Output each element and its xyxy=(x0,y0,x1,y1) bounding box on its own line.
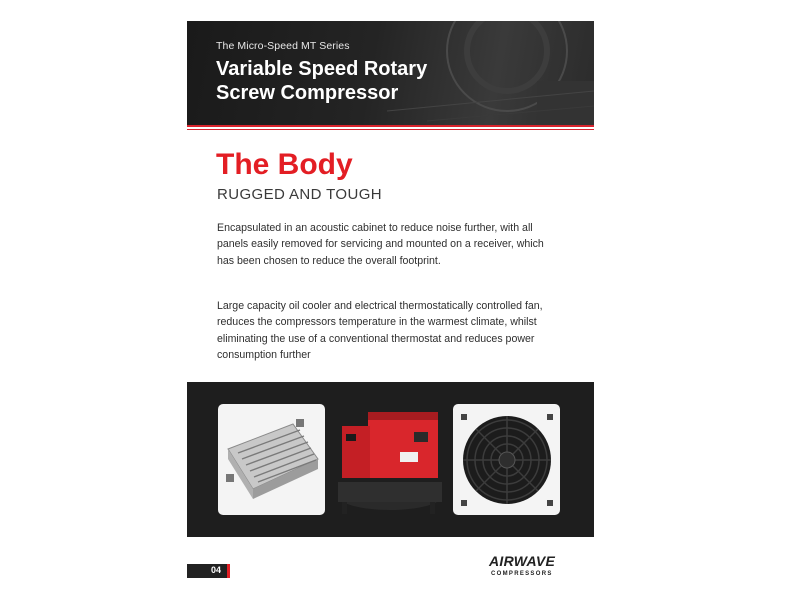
section-heading: The Body xyxy=(216,148,353,181)
series-label: The Micro-Speed MT Series xyxy=(216,40,350,52)
oil-cooler-tile xyxy=(218,404,325,515)
airwave-logo xyxy=(489,553,569,581)
page-number: 04 xyxy=(210,565,221,575)
section-subheading: RUGGED AND TOUGH xyxy=(217,186,383,203)
header-divider-thin xyxy=(187,129,594,130)
title-line-1: Variable Speed Rotary xyxy=(216,58,428,80)
header-divider xyxy=(187,125,594,127)
brochure-page xyxy=(187,21,594,581)
compressor-unit-image xyxy=(334,404,444,519)
page-header xyxy=(187,21,594,125)
title-line-2: Screw Compressor xyxy=(216,82,399,104)
logo-subtitle: COMPRESSORS xyxy=(491,571,553,577)
logo-wordmark: AIRWAVE xyxy=(489,553,556,569)
page-title xyxy=(216,57,427,105)
oil-cooler-image xyxy=(218,404,325,515)
cooling-fan-tile xyxy=(453,404,560,515)
page-number-accent xyxy=(227,564,230,578)
body-paragraph-2: Large capacity oil cooler and electrical thermostatically controlled fan, reduces the compressors temperature in the warmest climate, whilst eliminating the use of a conventional thermostat and reduces power consumption further xyxy=(217,300,543,361)
page-number-box xyxy=(187,564,227,578)
cooling-fan-image xyxy=(453,404,560,515)
product-gallery xyxy=(187,382,594,537)
body-paragraph-1: Encapsulated in an acoustic cabinet to reduce noise further, with all panels easily removed for servicing and mounted on a receiver, which has been chosen to reduce the overall footprint. xyxy=(217,222,544,267)
